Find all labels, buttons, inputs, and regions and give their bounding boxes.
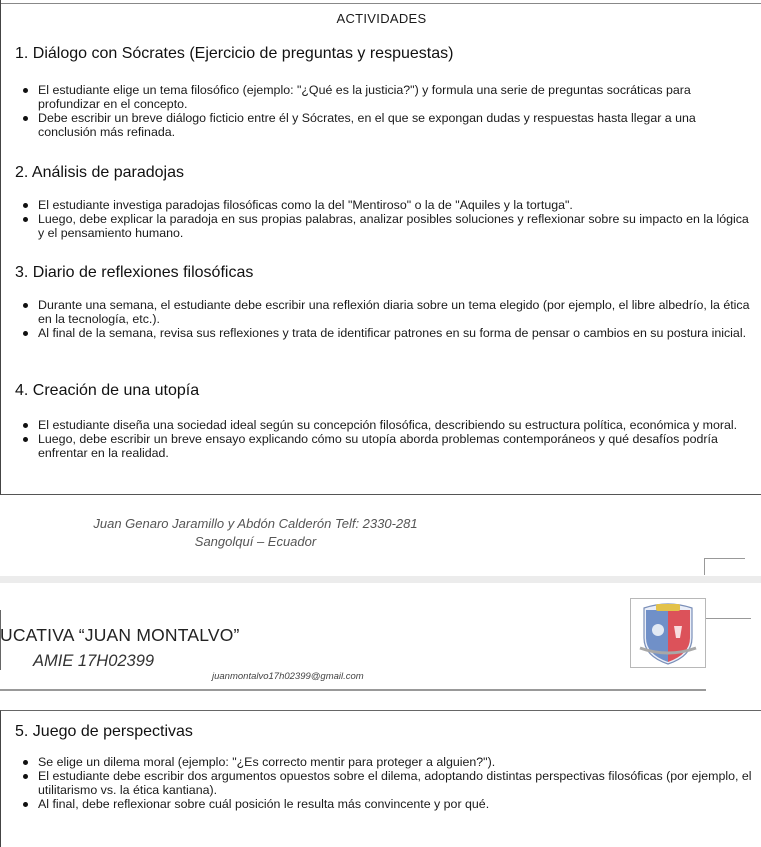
page-title: ACTIVIDADES <box>336 11 427 26</box>
section-list-3 <box>38 298 756 340</box>
section-heading-2: 2. Análisis de paradojas <box>15 164 184 181</box>
crest-icon <box>630 598 706 668</box>
list-item: Al final de la semana, revisa sus reflexiones y trata de identificar patrones en su forma de pensar o cambios en su postura inicial. <box>38 326 756 340</box>
list-item: Luego, debe escribir un breve ensayo explicando cómo su utopía aborda problemas contemporáneos y qué desafíos podría enfrentar en la realidad. <box>38 432 756 460</box>
list-item: Se elige un dilema moral (ejemplo: "¿Es correcto mentir para proteger a alguien?"). <box>38 755 756 769</box>
list-item: El estudiante elige un tema filosófico (ejemplo: "¿Qué es la justicia?") y formula una serie de preguntas socráticas para profundizar en el concepto. <box>38 83 756 111</box>
section-list-1 <box>38 83 756 139</box>
page-separator <box>0 576 761 583</box>
page-footer <box>0 515 511 551</box>
list-item: Luego, debe explicar la paradoja en sus propias palabras, analizar posibles soluciones y reflexionar sobre su impacto en la lógica y el pensamiento humano. <box>38 212 756 240</box>
school-name: UCATIVA “JUAN MONTALVO” <box>0 625 240 645</box>
footer-city: Sangolquí – Ecuador <box>194 534 317 549</box>
list-item: El estudiante investiga paradojas filosóficas como la del "Mentiroso" o la de "Aquiles y la tortuga". <box>38 198 756 212</box>
list-item: El estudiante diseña una sociedad ideal según su concepción filosófica, describiendo su estructura política, económica y moral. <box>38 418 756 432</box>
list-item: Durante una semana, el estudiante debe escribir una reflexión diaria sobre un tema elegido (por ejemplo, el libre albedrío, la ética en la tecnología, etc.). <box>38 298 756 326</box>
header-corner-rule <box>704 558 745 575</box>
section-heading-3: 3. Diario de reflexiones filosóficas <box>15 264 254 281</box>
header-divider <box>0 689 706 691</box>
activities-page-2 <box>0 710 761 847</box>
section-heading-5: 5. Juego de perspectivas <box>15 723 193 740</box>
list-item: El estudiante debe escribir dos argumentos opuestos sobre el dilema, adoptando distintas perspectivas filosóficas (por ejemplo, el utilitarismo vs. la ética kantiana). <box>38 769 756 797</box>
section-heading-4: 4. Creación de una utopía <box>15 382 200 399</box>
section-heading-1: 1. Diálogo con Sócrates (Ejercicio de preguntas y respuestas) <box>15 45 454 62</box>
school-crest-logo <box>630 598 706 668</box>
amie-code: AMIE 17H02399 <box>33 652 155 670</box>
school-email: juanmontalvo17h02399@gmail.com <box>212 671 364 682</box>
top-rule <box>1 3 761 4</box>
header-rule <box>706 618 751 619</box>
section-list-5 <box>38 755 756 811</box>
footer-address: Juan Genaro Jaramillo y Abdón Calderón Telf: 2330-281 <box>93 516 418 531</box>
list-item: Debe escribir un breve diálogo ficticio entre él y Sócrates, en el que se expongan dudas y respuestas hasta llegar a una conclusión más refinada. <box>38 111 756 139</box>
section-list-2 <box>38 198 756 240</box>
section-list-4 <box>38 418 756 460</box>
list-item: Al final, debe reflexionar sobre cuál posición le resulta más convincente y por qué. <box>38 797 756 811</box>
